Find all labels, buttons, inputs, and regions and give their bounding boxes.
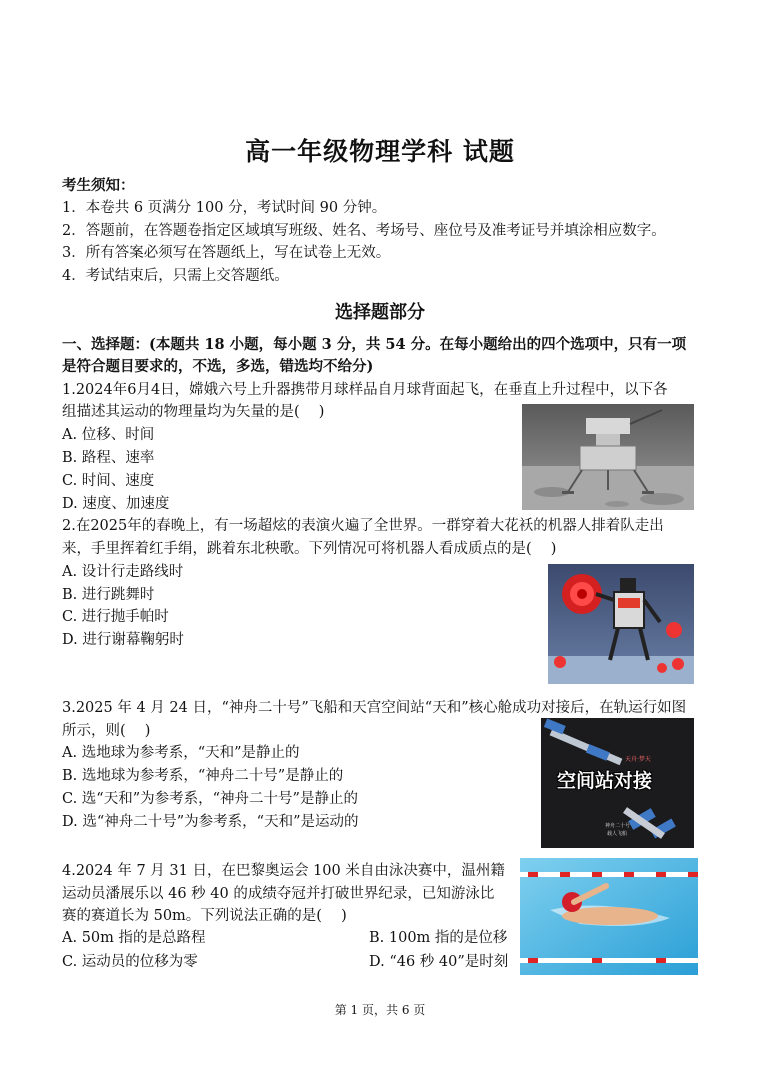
question-4-option-b: B. 100m 指的是位移 [369, 930, 508, 946]
question-3-stem: 3.2025 年 4 月 24 日，“神舟二十号”飞船和天宫空间站“天和”核心舱成功对接后，在轨运行如图 [62, 700, 687, 716]
question-2-option-b: B. 进行跳舞时 [62, 587, 155, 603]
notice-item: 2．答题前，在答题卷指定区域填写班级、姓名、考场号、座位号及准考证号并填涂相应数字。 [62, 223, 666, 239]
question-3-option-b: B. 选地球为参考系，“神舟二十号”是静止的 [62, 768, 344, 784]
page-title: 高一年级物理学科 试题 [245, 137, 515, 166]
question-2-option-d: D. 进行谢幕鞠躬时 [62, 632, 184, 648]
question-3-stem: 所示，则( ) [62, 723, 151, 739]
section-title: 选择题部分 [335, 302, 425, 323]
question-1-option-a: A. 位移、时间 [62, 427, 155, 443]
question-1-option-d: D. 速度、加速度 [62, 496, 170, 512]
section-instruction: 一、选择题：(本题共 18 小题，每小题 3 分，共 54 分。在每小题给出的四个选项中，只有一项 [62, 336, 687, 353]
question-2-option-c: C. 进行抛手帕时 [62, 609, 169, 625]
question-4-stem: 赛的赛道长为 50m。下列说法正确的是( ) [62, 908, 347, 924]
page-number: 第 1 页，共 6 页 [334, 1003, 426, 1017]
question-4-option-d: D. “46 秒 40”是时刻 [369, 954, 509, 970]
question-1-stem: 1.2024年6月4日，嫦娥六号上升器携带月球样品自月球背面起飞，在垂直上升过程中，以下各 [62, 382, 668, 398]
question-2-option-a: A. 设计行走路线时 [62, 564, 184, 580]
robot-dance-photo [548, 564, 694, 684]
question-4-stem: 4.2024 年 7 月 31 日，在巴黎奥运会 100 米自由泳决赛中，温州籍 [62, 863, 505, 879]
notice-item: 4．考试结束后，只需上交答题纸。 [62, 268, 289, 284]
question-4-stem: 运动员潘展乐以 46 秒 40 的成绩夺冠并打破世界纪录，已知游泳比 [62, 886, 495, 902]
docking-caption: 空间站对接 [557, 770, 653, 792]
docking-small-label: 载人飞船 [607, 831, 628, 837]
swimmer-photo [520, 858, 698, 975]
question-4-option-a: A. 50m 指的是总路程 [62, 930, 206, 946]
question-3-option-d: D. 选“神舟二十号”为参考系，“天和”是运动的 [62, 814, 359, 830]
space-station-docking-photo [541, 718, 694, 848]
docking-small-label: 神舟二十号 [605, 823, 631, 829]
question-4-option-c: C. 运动员的位移为零 [62, 954, 198, 970]
question-3-option-a: A. 选地球为参考系，“天和”是静止的 [62, 745, 300, 761]
question-3-option-c: C. 选“天和”为参考系，“神舟二十号”是静止的 [62, 791, 358, 807]
question-2-stem: 来，手里挥着红手绢，跳着东北秧歌。下列情况可将机器人看成质点的是( ) [62, 541, 557, 557]
question-1-option-c: C. 时间、速度 [62, 473, 155, 489]
notice-item: 3．所有答案必须写在答题纸上，写在试卷上无效。 [62, 245, 391, 261]
notice-item: 1．本卷共 6 页满分 100 分，考试时间 90 分钟。 [62, 200, 387, 216]
question-1-stem: 组描述其运动的物理量均为矢量的是( ) [62, 404, 325, 420]
section-instruction: 是符合题目要求的，不选，多选，错选均不给分) [62, 358, 374, 375]
notice-heading: 考生须知： [62, 177, 135, 194]
docking-small-label: 天舟·梦天 [625, 756, 651, 763]
question-1-option-b: B. 路程、速率 [62, 450, 155, 466]
question-2-stem: 2.在2025年的春晚上，有一场超炫的表演火遍了全世界。一群穿着大花袄的机器人排着队走出 [62, 518, 664, 534]
lunar-lander-photo [522, 404, 694, 510]
